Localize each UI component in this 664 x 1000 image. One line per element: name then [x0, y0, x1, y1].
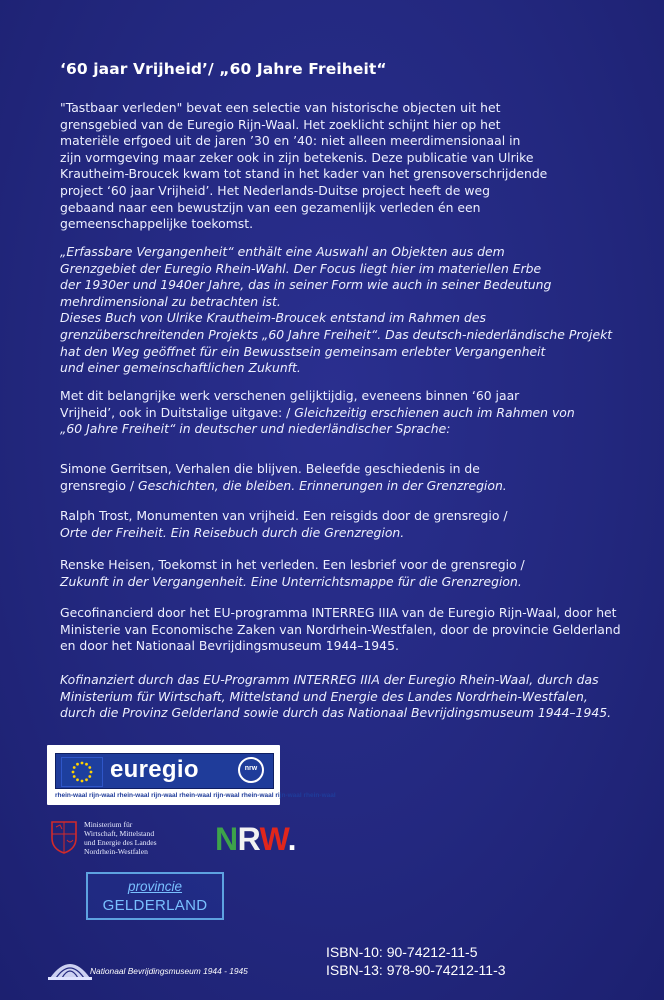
text-line: "Tastbaar verleden" bevat een selectie van historische objecten uit het — [60, 100, 501, 115]
text-line: materiële erfgoed uit de jaren ’30 en ’40: niet alleen meerdimensionaal in — [60, 133, 521, 149]
nrw-letter-n: N — [215, 821, 238, 857]
text-line: Zukunft in der Vergangenheit. Eine Unterrichtsmappe für die Grenzregion. — [60, 573, 522, 589]
eu-flag-icon — [61, 757, 103, 787]
gelderland-provincie: provincie — [127, 879, 183, 894]
gelderland-name: GELDERLAND — [102, 897, 208, 914]
ministry-logo — [47, 818, 296, 862]
nrw-letter-w: W — [259, 821, 288, 857]
text-line — [60, 405, 620, 422]
nrw-badge-label: nrw — [244, 765, 258, 772]
euregio-wordmark: euregio — [110, 756, 199, 783]
text-line: Orte der Freiheit. Ein Reisebuch durch die Grenzregion. — [60, 524, 405, 540]
text-line: der 1930er und 1940er Jahre, das in seiner Form wie auch in seiner Bedeutung — [60, 277, 552, 293]
nrw-logo — [215, 822, 296, 856]
paragraph-funding-nl — [60, 605, 620, 655]
book-entry — [60, 557, 620, 590]
text-line: Simone Gerritsen, Verhalen die blijven. Beleefde geschiedenis in de — [60, 461, 480, 476]
ministry-line: Ministerium für — [84, 820, 133, 829]
page-title: ‘60 jaar Vrijheid’/ „60 Jahre Freiheit“ — [60, 60, 387, 78]
euregio-logo — [47, 745, 336, 805]
text-de: Gleichzeitig erschienen auch im Rahmen von — [294, 404, 575, 420]
book-entry — [60, 508, 620, 541]
text-nl: grensregio / — [60, 477, 139, 493]
text-line: „Erfassbare Vergangenheit“ enthält eine Auswahl an Objekten aus dem — [60, 244, 505, 259]
nrw-letter-r: R — [237, 821, 260, 857]
euregio-strip: rhein-waal rijn-waal rhein-waal rijn-waal rhein-waal rijn-waal rhein-waal rijn-waal rhein-waal — [55, 792, 336, 799]
text-line: Kofinanziert durch das EU-Programm INTERREG IIIA der Euregio Rhein-Waal, durch das — [60, 672, 599, 687]
text-line: Dieses Buch von Ulrike Krautheim-Broucek entstand im Rahmen des — [60, 310, 486, 326]
text-line: und einer gemeinschaftlichen Zukunft. — [60, 360, 301, 376]
text-line: Ralph Trost, Monumenten van vrijheid. Een reisgids door de grensregio / — [60, 508, 508, 523]
paragraph-de-intro — [60, 244, 620, 377]
ministry-line: und Energie des Landes — [84, 838, 157, 847]
text-line: gemeenschappelijke toekomst. — [60, 216, 254, 232]
text-line: durch die Provinz Gelderland sowie durch das Nationaal Bevrijdingsmuseum 1944–1945. — [60, 705, 612, 721]
museum-name: Nationaal Bevrijdingsmuseum 1944 - 1945 — [90, 966, 248, 976]
euregio-banner — [55, 753, 274, 789]
museum-logo — [48, 952, 288, 988]
ministry-name — [84, 820, 179, 856]
text-line: grensgebied van de Euregio Rijn-Waal. Het zoeklicht schijnt hier op het — [60, 116, 501, 132]
isbn-10: ISBN-10: 90-74212-11-5 — [326, 944, 478, 960]
text-line: „60 Jahre Freiheit“ in deutscher und niederländischer Sprache: — [60, 421, 451, 437]
nrw-badge-icon — [238, 757, 264, 783]
text-line: Gecofinancierd door het EU-programma INTERREG IIIA van de Euregio Rijn-Waal, door het — [60, 605, 617, 620]
ministry-line: Wirtschaft, Mittelstand — [84, 829, 155, 838]
paragraph-simultaneous — [60, 388, 620, 438]
isbn-13: ISBN-13: 978-90-74212-11-3 — [326, 962, 506, 978]
paragraph-nl-intro — [60, 100, 620, 233]
ministry-line: Nordrhein-Westfalen — [84, 847, 148, 856]
text-line: zijn vormgeving maar zeker ook in zijn betekenis. Deze publicatie van Ulrike — [60, 149, 534, 165]
text-line: gebaand naar een bewustzijn van een gezamenlijk verleden én een — [60, 199, 481, 215]
nrw-dot: . — [287, 821, 296, 857]
text-line: Grenzgebiet der Euregio Rhein-Wahl. Der Focus liegt hier im materiellen Erbe — [60, 260, 542, 276]
paragraph-funding-de — [60, 672, 620, 722]
text-line: Met dit belangrijke werk verschenen gelijktijdig, eveneens binnen ‘60 jaar — [60, 388, 520, 403]
book-entry — [60, 461, 620, 494]
text-line: Krautheim-Broucek kwam tot stand in het kader van het grensoverschrijdende — [60, 166, 548, 182]
text-line — [60, 478, 620, 495]
text-line: grenzüberschreitenden Projekts „60 Jahre Freiheit“. Das deutsch-niederländische Projekt — [60, 326, 613, 342]
text-nl: Vrijheid’, ook in Duitstalige uitgave: / — [60, 404, 295, 420]
text-line: Renske Heisen, Toekomst in het verleden. Een lesbrief voor de grensregio / — [60, 557, 525, 572]
nrw-crest-icon — [50, 820, 78, 858]
text-line: Ministerium für Wirtschaft, Mittelstand und Energie des Landes Nordrhein-Westfalen, — [60, 688, 588, 704]
text-line: mehrdimensional zu betrachten ist. — [60, 293, 281, 309]
text-de: Geschichten, die bleiben. Erinnerungen in der Grenzregion. — [138, 477, 507, 493]
text-line: hat den Weg geöffnet für ein Bewusstsein gemeinsam erlebter Vergangenheit — [60, 343, 546, 359]
isbn-block — [326, 943, 506, 979]
text-line: project ‘60 jaar Vrijheid’. Het Nederlands-Duitse project heeft de weg — [60, 182, 490, 198]
text-line: en door het Nationaal Bevrijdingsmuseum 1944–1945. — [60, 638, 399, 654]
gelderland-logo — [86, 872, 224, 920]
museum-dome-icon — [48, 952, 92, 982]
text-line: Ministerie van Economische Zaken van Nordrhein-Westfalen, door de provincie Gelderland — [60, 621, 621, 637]
